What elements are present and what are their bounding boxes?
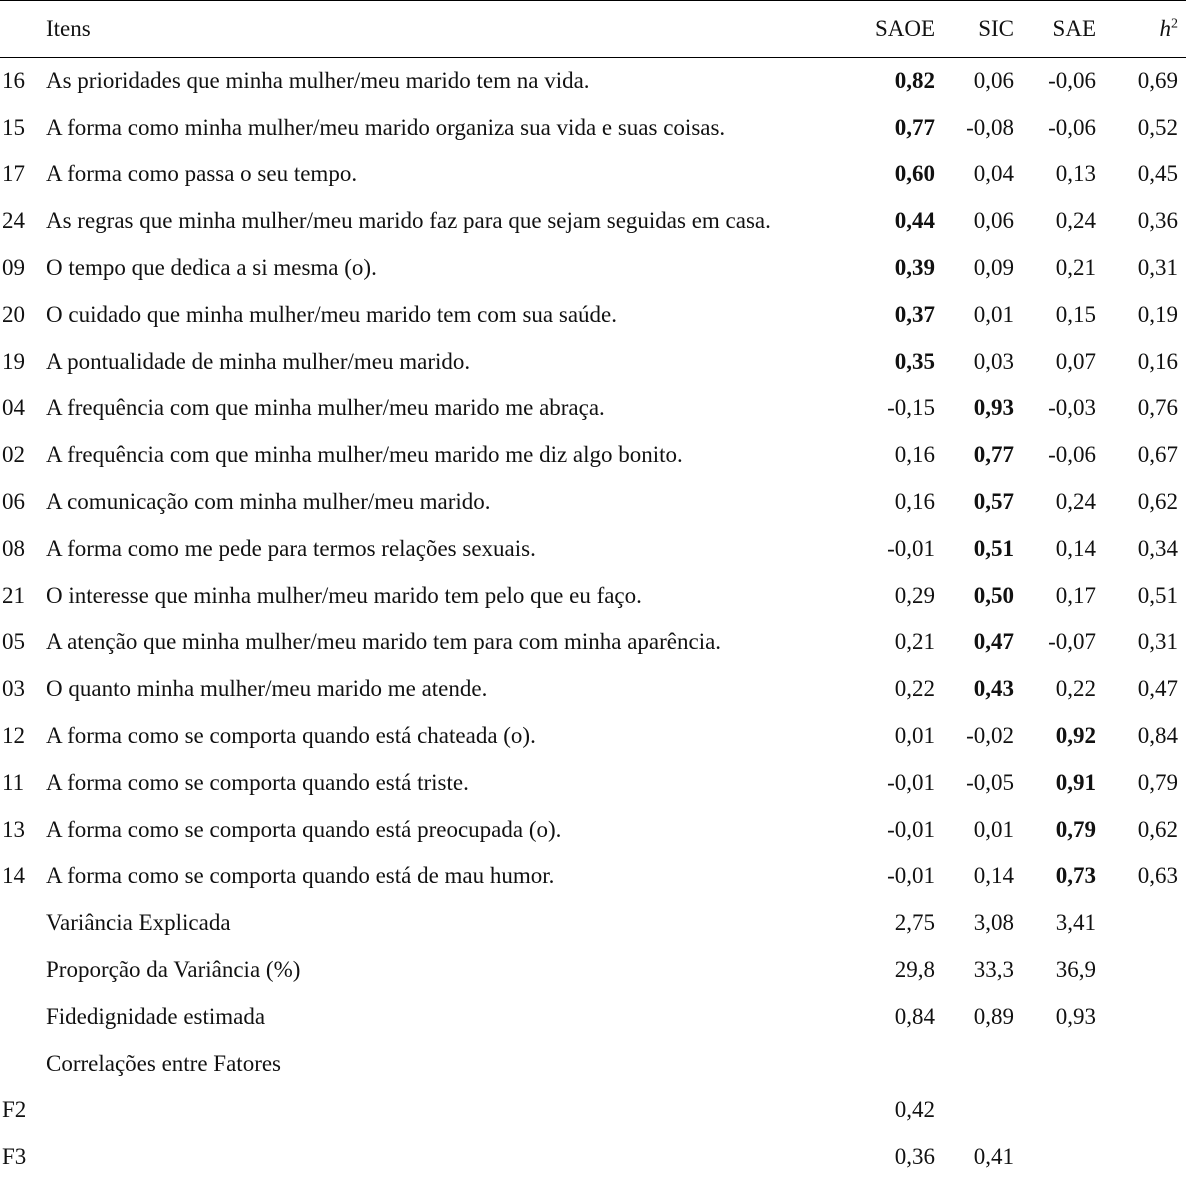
h2-symbol: h <box>1159 16 1171 41</box>
cell-item-number: 05 <box>2 629 25 655</box>
header-items: Itens <box>46 1 836 58</box>
cell-h2: 0,47 <box>1137 676 1178 702</box>
cell-sae: -0,06 <box>1048 114 1096 140</box>
cell-h2 <box>1098 1040 1186 1087</box>
cell-sae: 0,92 <box>1055 723 1096 749</box>
cell-saoe: -0,01 <box>887 863 935 889</box>
cell-item-text <box>46 1087 836 1134</box>
cell-sae: 0,93 <box>1055 1003 1096 1029</box>
table-row <box>0 713 1186 760</box>
cell-item-text: O interesse que minha mulher/meu marido tem pelo que eu faço. <box>46 582 642 608</box>
cell-sae: 0,91 <box>1055 769 1096 795</box>
cell-saoe: -0,01 <box>887 816 935 842</box>
cell-saoe: 29,8 <box>894 957 935 983</box>
cell-sic: 0,01 <box>973 301 1014 327</box>
header-number <box>0 1 46 58</box>
cell-sic: 0,51 <box>973 535 1014 561</box>
cell-h2: 0,79 <box>1137 769 1178 795</box>
cell-item-text: As regras que minha mulher/meu marido faz para que sejam seguidas em casa. <box>46 208 771 234</box>
table-row <box>0 58 1186 105</box>
cell-sae: 0,07 <box>1055 348 1096 374</box>
cell-sae: 0,14 <box>1055 535 1096 561</box>
cell-sic: 0,06 <box>973 68 1014 94</box>
cell-sae: 36,9 <box>1055 957 1096 983</box>
cell-item-text: As prioridades que minha mulher/meu marido tem na vida. <box>46 68 590 94</box>
cell-saoe: 0,82 <box>894 68 935 94</box>
cell-saoe: 0,84 <box>894 1003 935 1029</box>
cell-sae: -0,07 <box>1048 629 1096 655</box>
cell-sic: -0,05 <box>966 769 1014 795</box>
cell-item-text: A forma como me pede para termos relações sexuais. <box>46 535 536 561</box>
table-row <box>0 198 1186 245</box>
cell-sae: 0,17 <box>1055 582 1096 608</box>
cell-saoe <box>836 1040 937 1087</box>
cell-item-number <box>0 947 46 994</box>
cell-item-text: Variância Explicada <box>46 910 231 936</box>
summary-row <box>0 947 1186 994</box>
cell-item-number: 19 <box>2 348 25 374</box>
cell-sae: -0,06 <box>1048 442 1096 468</box>
summary-row <box>0 1087 1186 1134</box>
cell-sae <box>1016 1040 1098 1087</box>
cell-saoe: 0,01 <box>894 723 935 749</box>
table-row <box>0 338 1186 385</box>
cell-sic: 0,57 <box>973 489 1014 515</box>
cell-item-number: 16 <box>2 68 25 94</box>
table-row <box>0 104 1186 151</box>
cell-sae <box>1016 1087 1098 1134</box>
cell-saoe: 0,37 <box>894 301 935 327</box>
cell-item-number: 03 <box>2 676 25 702</box>
cell-item-number: 08 <box>2 535 25 561</box>
cell-sae: 0,24 <box>1055 489 1096 515</box>
table-row <box>0 759 1186 806</box>
cell-h2: 0,69 <box>1137 68 1178 94</box>
table-body <box>0 58 1186 1181</box>
cell-item-number: 14 <box>2 863 25 889</box>
cell-sic: 0,04 <box>973 161 1014 187</box>
cell-h2: 0,62 <box>1137 816 1178 842</box>
cell-h2: 0,19 <box>1137 301 1178 327</box>
cell-saoe: 0,29 <box>894 582 935 608</box>
cell-h2 <box>1098 993 1186 1040</box>
cell-item-number: 15 <box>2 114 25 140</box>
cell-sae: 0,13 <box>1055 161 1096 187</box>
cell-sae: 0,15 <box>1055 301 1096 327</box>
cell-sae: -0,06 <box>1048 68 1096 94</box>
cell-item-number <box>0 993 46 1040</box>
cell-item-text: A forma como se comporta quando está chateada (o). <box>46 723 536 749</box>
cell-item-number: F2 <box>2 1097 27 1123</box>
cell-sic: 0,06 <box>973 208 1014 234</box>
cell-item-number: 12 <box>2 723 25 749</box>
cell-item-text: O quanto minha mulher/meu marido me atende. <box>46 676 488 702</box>
cell-item-number: 09 <box>2 255 25 281</box>
cell-saoe: 0,60 <box>894 161 935 187</box>
table-row <box>0 151 1186 198</box>
cell-item-text: A forma como passa o seu tempo. <box>46 161 358 187</box>
cell-item-number: 20 <box>2 301 25 327</box>
cell-item-number <box>0 900 46 947</box>
cell-sic: 0,14 <box>973 863 1014 889</box>
cell-sic: 0,47 <box>973 629 1014 655</box>
cell-h2 <box>1098 1134 1186 1181</box>
header-sic: SIC <box>937 1 1016 58</box>
cell-saoe: 0,16 <box>894 489 935 515</box>
cell-item-text: Proporção da Variância (%) <box>46 957 301 983</box>
cell-h2: 0,45 <box>1137 161 1178 187</box>
table-row <box>0 619 1186 666</box>
cell-item-text: A forma como minha mulher/meu marido organiza sua vida e suas coisas. <box>46 114 726 140</box>
cell-h2: 0,34 <box>1137 535 1178 561</box>
cell-h2: 0,51 <box>1137 582 1178 608</box>
table-row <box>0 525 1186 572</box>
cell-saoe: -0,01 <box>887 535 935 561</box>
cell-item-text: A comunicação com minha mulher/meu marido. <box>46 489 491 515</box>
cell-item-number: F3 <box>2 1144 27 1170</box>
table-header <box>0 1 1186 58</box>
cell-sic: -0,08 <box>966 114 1014 140</box>
h2-superscript: 2 <box>1171 16 1178 32</box>
cell-item-number: 17 <box>2 161 25 187</box>
cell-item-text: A pontualidade de minha mulher/meu marido. <box>46 348 471 374</box>
cell-item-text: A atenção que minha mulher/meu marido tem para com minha aparência. <box>46 629 722 655</box>
cell-sae: -0,03 <box>1048 395 1096 421</box>
cell-h2: 0,36 <box>1137 208 1178 234</box>
cell-item-text: A forma como se comporta quando está triste. <box>46 769 469 795</box>
cell-item-number: 13 <box>2 816 25 842</box>
cell-sic: 0,41 <box>973 1144 1014 1170</box>
cell-item-text: Fidedignidade estimada <box>46 1003 266 1029</box>
cell-h2: 0,76 <box>1137 395 1178 421</box>
header-row <box>0 1 1186 58</box>
cell-sic: -0,02 <box>966 723 1014 749</box>
cell-h2 <box>1098 900 1186 947</box>
cell-saoe: 0,21 <box>894 629 935 655</box>
cell-item-text: A forma como se comporta quando está preocupada (o). <box>46 816 562 842</box>
cell-item-text: A frequência com que minha mulher/meu marido me diz algo bonito. <box>46 442 683 468</box>
cell-item-text: O tempo que dedica a si mesma (o). <box>46 255 377 281</box>
cell-h2: 0,67 <box>1137 442 1178 468</box>
cell-sae: 0,73 <box>1055 863 1096 889</box>
cell-sic: 0,50 <box>973 582 1014 608</box>
cell-saoe: 0,42 <box>894 1097 935 1123</box>
cell-sic: 0,77 <box>973 442 1014 468</box>
cell-saoe: -0,01 <box>887 769 935 795</box>
table-row <box>0 479 1186 526</box>
cell-h2: 0,63 <box>1137 863 1178 889</box>
cell-saoe: 0,35 <box>894 348 935 374</box>
cell-h2: 0,84 <box>1137 723 1178 749</box>
cell-sic <box>937 1040 1016 1087</box>
cell-sic: 3,08 <box>973 910 1014 936</box>
summary-row <box>0 1040 1186 1087</box>
cell-item-number: 02 <box>2 442 25 468</box>
cell-item-number <box>0 1040 46 1087</box>
cell-item-number: 24 <box>2 208 25 234</box>
cell-item-number: 11 <box>2 769 25 795</box>
summary-row <box>0 900 1186 947</box>
cell-sic: 0,01 <box>973 816 1014 842</box>
table-row <box>0 572 1186 619</box>
cell-sae: 0,21 <box>1055 255 1096 281</box>
cell-h2: 0,52 <box>1137 114 1178 140</box>
cell-item-text: A frequência com que minha mulher/meu marido me abraça. <box>46 395 605 421</box>
cell-sae: 0,79 <box>1055 816 1096 842</box>
cell-saoe: 0,77 <box>894 114 935 140</box>
table-row <box>0 291 1186 338</box>
cell-sae: 3,41 <box>1055 910 1096 936</box>
table-row <box>0 385 1186 432</box>
cell-saoe: 0,16 <box>894 442 935 468</box>
cell-saoe: -0,15 <box>887 395 935 421</box>
cell-h2: 0,62 <box>1137 489 1178 515</box>
cell-item-number: 06 <box>2 489 25 515</box>
cell-sic: 33,3 <box>973 957 1014 983</box>
cell-sae: 0,24 <box>1055 208 1096 234</box>
cell-sic <box>937 1087 1016 1134</box>
cell-h2 <box>1098 1087 1186 1134</box>
cell-sic: 0,43 <box>973 676 1014 702</box>
table-row <box>0 806 1186 853</box>
table-row <box>0 432 1186 479</box>
summary-row <box>0 1134 1186 1181</box>
table-row <box>0 853 1186 900</box>
cell-item-text <box>46 1134 836 1181</box>
summary-row <box>0 993 1186 1040</box>
cell-h2 <box>1098 947 1186 994</box>
cell-item-text: O cuidado que minha mulher/meu marido tem com sua saúde. <box>46 301 618 327</box>
header-sae: SAE <box>1016 1 1098 58</box>
cell-sae: 0,22 <box>1055 676 1096 702</box>
cell-item-number: 21 <box>2 582 25 608</box>
cell-saoe: 0,22 <box>894 676 935 702</box>
cell-h2: 0,31 <box>1137 629 1178 655</box>
cell-item-number: 04 <box>2 395 25 421</box>
cell-sic: 0,09 <box>973 255 1014 281</box>
cell-item-text: Correlações entre Fatores <box>46 1050 282 1076</box>
cell-saoe: 2,75 <box>894 910 935 936</box>
cell-h2: 0,31 <box>1137 255 1178 281</box>
header-saoe: SAOE <box>836 1 937 58</box>
table-row <box>0 245 1186 292</box>
cell-saoe: 0,44 <box>894 208 935 234</box>
cell-h2: 0,16 <box>1137 348 1178 374</box>
cell-sae <box>1016 1134 1098 1181</box>
cell-saoe: 0,36 <box>894 1144 935 1170</box>
cell-item-text: A forma como se comporta quando está de mau humor. <box>46 863 555 889</box>
cell-sic: 0,03 <box>973 348 1014 374</box>
header-h2 <box>1098 1 1186 58</box>
cell-sic: 0,89 <box>973 1003 1014 1029</box>
cell-saoe: 0,39 <box>894 255 935 281</box>
cell-sic: 0,93 <box>973 395 1014 421</box>
table-row <box>0 666 1186 713</box>
